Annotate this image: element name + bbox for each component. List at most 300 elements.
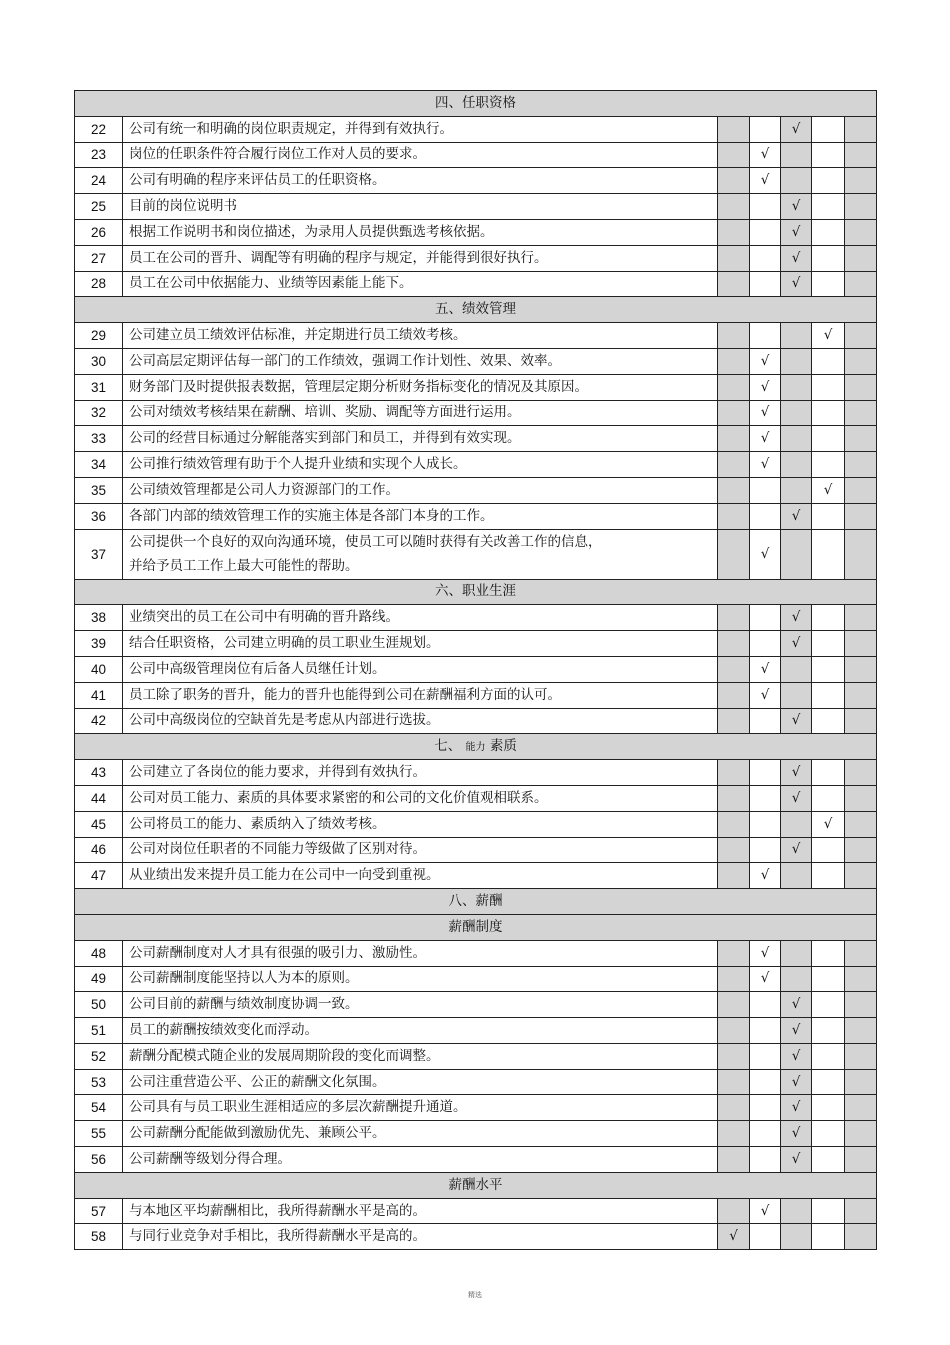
- rating-cell-2[interactable]: [750, 811, 781, 837]
- rating-cell-2[interactable]: √: [750, 940, 781, 966]
- rating-cell-3[interactable]: [781, 1198, 812, 1224]
- rating-cell-3[interactable]: [781, 348, 812, 374]
- question-row: [75, 219, 877, 245]
- rating-cell-5[interactable]: [845, 631, 877, 657]
- question-text: [123, 682, 718, 708]
- question-text-line: 根据工作说明书和岗位描述，为录用人员提供甄选考核依据。: [129, 223, 494, 240]
- question-number: 53: [75, 1069, 123, 1095]
- rating-cell-1[interactable]: [718, 452, 750, 478]
- question-text: [123, 1095, 718, 1121]
- rating-cell-3[interactable]: √: [781, 271, 812, 297]
- rating-cell-1[interactable]: [718, 811, 750, 837]
- question-number: 31: [75, 374, 123, 400]
- rating-cell-2[interactable]: [750, 631, 781, 657]
- question-text: [123, 631, 718, 657]
- question-row: [75, 348, 877, 374]
- rating-cell-5[interactable]: [845, 1018, 877, 1044]
- rating-cell-4[interactable]: [812, 631, 845, 657]
- rating-cell-2[interactable]: [750, 116, 781, 142]
- question-number: 50: [75, 992, 123, 1018]
- rating-cell-4[interactable]: [812, 374, 845, 400]
- rating-cell-4[interactable]: √: [812, 477, 845, 503]
- question-number: 44: [75, 785, 123, 811]
- rating-cell-1[interactable]: [718, 966, 750, 992]
- question-row: [75, 1224, 877, 1250]
- rating-cell-3[interactable]: √: [781, 1018, 812, 1044]
- rating-cell-2[interactable]: √: [750, 168, 781, 194]
- rating-cell-1[interactable]: [718, 426, 750, 452]
- question-number: 32: [75, 400, 123, 426]
- rating-cell-3[interactable]: √: [781, 631, 812, 657]
- rating-cell-2[interactable]: [750, 1069, 781, 1095]
- question-row: [75, 168, 877, 194]
- question-text-line: 公司薪酬等级划分得合理。: [129, 1150, 291, 1167]
- section-title: [75, 579, 877, 605]
- question-text-line: 公司对绩效考核结果在薪酬、培训、奖励、调配等方面进行运用。: [129, 404, 521, 421]
- question-row: [75, 503, 877, 529]
- question-row: [75, 1121, 877, 1147]
- question-text-line: 公司建立了各岗位的能力要求，并得到有效执行。: [129, 764, 426, 781]
- rating-cell-3[interactable]: [781, 426, 812, 452]
- rating-cell-1[interactable]: [718, 529, 750, 579]
- rating-cell-3[interactable]: [781, 656, 812, 682]
- question-number: 25: [75, 194, 123, 220]
- question-number: 46: [75, 837, 123, 863]
- question-row: [75, 682, 877, 708]
- question-text: [123, 452, 718, 478]
- question-row: [75, 1198, 877, 1224]
- rating-cell-5[interactable]: [845, 245, 877, 271]
- rating-cell-4[interactable]: [812, 194, 845, 220]
- question-row: [75, 323, 877, 349]
- rating-cell-5[interactable]: [845, 760, 877, 786]
- rating-cell-1[interactable]: √: [718, 1224, 750, 1250]
- question-text: [123, 966, 718, 992]
- rating-cell-2[interactable]: [750, 219, 781, 245]
- rating-cell-5[interactable]: [845, 348, 877, 374]
- rating-cell-1[interactable]: [718, 348, 750, 374]
- question-text: [123, 760, 718, 786]
- rating-cell-3[interactable]: √: [781, 116, 812, 142]
- question-number: 48: [75, 940, 123, 966]
- rating-cell-5[interactable]: [845, 529, 877, 579]
- section-title-part: 六、职业生涯: [435, 583, 517, 600]
- rating-cell-4[interactable]: [812, 168, 845, 194]
- rating-cell-4[interactable]: [812, 682, 845, 708]
- question-text-line: 财务部门及时提供报表数据，管理层定期分析财务指标变化的情况及其原因。: [129, 378, 588, 395]
- rating-cell-2[interactable]: √: [750, 682, 781, 708]
- page-footer: 精选: [468, 1291, 482, 1299]
- question-number: 55: [75, 1121, 123, 1147]
- rating-cell-2[interactable]: [750, 992, 781, 1018]
- rating-cell-3[interactable]: [781, 940, 812, 966]
- question-number: 56: [75, 1147, 123, 1173]
- rating-cell-5[interactable]: [845, 477, 877, 503]
- rating-cell-4[interactable]: [812, 1121, 845, 1147]
- rating-cell-1[interactable]: [718, 1018, 750, 1044]
- section-title-part: 五、绩效管理: [435, 301, 517, 318]
- rating-cell-1[interactable]: [718, 863, 750, 889]
- question-number: 36: [75, 503, 123, 529]
- rating-cell-4[interactable]: [812, 863, 845, 889]
- question-text-line: 公司对岗位任职者的不同能力等级做了区别对待。: [129, 841, 426, 858]
- rating-cell-2[interactable]: √: [750, 1198, 781, 1224]
- rating-cell-3[interactable]: √: [781, 708, 812, 734]
- rating-cell-3[interactable]: [781, 863, 812, 889]
- question-text-line: 公司具有与员工职业生涯相适应的多层次薪酬提升通道。: [129, 1099, 467, 1116]
- rating-cell-4[interactable]: [812, 940, 845, 966]
- question-text-line: 公司推行绩效管理有助于个人提升业绩和实现个人成长。: [129, 456, 467, 473]
- rating-cell-4[interactable]: [812, 271, 845, 297]
- rating-cell-5[interactable]: [845, 1147, 877, 1173]
- rating-cell-4[interactable]: [812, 760, 845, 786]
- rating-cell-4[interactable]: [812, 452, 845, 478]
- rating-cell-2[interactable]: √: [750, 374, 781, 400]
- rating-cell-1[interactable]: [718, 656, 750, 682]
- rating-cell-1[interactable]: [718, 1121, 750, 1147]
- rating-cell-3[interactable]: [781, 452, 812, 478]
- rating-cell-1[interactable]: [718, 1198, 750, 1224]
- rating-cell-4[interactable]: [812, 219, 845, 245]
- question-text: [123, 348, 718, 374]
- question-text: [123, 785, 718, 811]
- section-title-part: 薪酬水平: [448, 1176, 503, 1193]
- rating-cell-3[interactable]: [781, 966, 812, 992]
- rating-cell-2[interactable]: [750, 245, 781, 271]
- rating-cell-1[interactable]: [718, 168, 750, 194]
- rating-cell-5[interactable]: [845, 503, 877, 529]
- rating-cell-4[interactable]: [812, 348, 845, 374]
- question-text: [123, 219, 718, 245]
- rating-cell-1[interactable]: [718, 682, 750, 708]
- question-number: 57: [75, 1198, 123, 1224]
- rating-cell-4[interactable]: [812, 1018, 845, 1044]
- rating-cell-1[interactable]: [718, 477, 750, 503]
- question-row: [75, 992, 877, 1018]
- rating-cell-3[interactable]: √: [781, 1121, 812, 1147]
- rating-cell-3[interactable]: √: [781, 1043, 812, 1069]
- rating-cell-4[interactable]: [812, 992, 845, 1018]
- rating-cell-3[interactable]: [781, 168, 812, 194]
- rating-cell-4[interactable]: [812, 245, 845, 271]
- rating-cell-3[interactable]: √: [781, 605, 812, 631]
- rating-cell-1[interactable]: [718, 116, 750, 142]
- question-text: [123, 656, 718, 682]
- rating-cell-1[interactable]: [718, 605, 750, 631]
- question-text-line: 公司注重营造公平、公正的薪酬文化氛围。: [129, 1073, 386, 1090]
- question-text-line: 公司中高级岗位的空缺首先是考虑从内部进行选拔。: [129, 712, 440, 729]
- rating-cell-2[interactable]: [750, 1224, 781, 1250]
- rating-cell-3[interactable]: √: [781, 1069, 812, 1095]
- rating-cell-3[interactable]: [781, 142, 812, 168]
- question-text: [123, 1018, 718, 1044]
- rating-cell-4[interactable]: [812, 656, 845, 682]
- rating-cell-5[interactable]: [845, 374, 877, 400]
- rating-cell-5[interactable]: [845, 837, 877, 863]
- rating-cell-5[interactable]: [845, 323, 877, 349]
- question-number: 51: [75, 1018, 123, 1044]
- rating-cell-2[interactable]: [750, 323, 781, 349]
- question-row: [75, 477, 877, 503]
- question-number: 45: [75, 811, 123, 837]
- rating-cell-3[interactable]: √: [781, 760, 812, 786]
- rating-cell-5[interactable]: [845, 863, 877, 889]
- rating-cell-5[interactable]: [845, 992, 877, 1018]
- rating-cell-3[interactable]: √: [781, 219, 812, 245]
- rating-cell-3[interactable]: [781, 323, 812, 349]
- rating-cell-4[interactable]: [812, 1095, 845, 1121]
- rating-cell-3[interactable]: √: [781, 1095, 812, 1121]
- rating-cell-1[interactable]: [718, 245, 750, 271]
- rating-cell-2[interactable]: [750, 503, 781, 529]
- rating-cell-2[interactable]: √: [750, 863, 781, 889]
- question-text: [123, 1121, 718, 1147]
- section-title-part: 八、薪酬: [448, 893, 503, 909]
- question-number: 26: [75, 219, 123, 245]
- rating-cell-2[interactable]: [750, 837, 781, 863]
- rating-cell-2[interactable]: [750, 1147, 781, 1173]
- question-row: [75, 452, 877, 478]
- rating-cell-2[interactable]: [750, 785, 781, 811]
- section-title: [75, 297, 877, 323]
- question-text: [123, 863, 718, 889]
- section-header-row: [75, 91, 877, 117]
- rating-cell-4[interactable]: [812, 426, 845, 452]
- rating-cell-1[interactable]: [718, 785, 750, 811]
- rating-cell-5[interactable]: [845, 1224, 877, 1250]
- rating-cell-1[interactable]: [718, 1069, 750, 1095]
- rating-cell-5[interactable]: [845, 1121, 877, 1147]
- rating-cell-5[interactable]: [845, 1198, 877, 1224]
- question-text-line: 公司高层定期评估每一部门的工作绩效，强调工作计划性、效果、效率。: [129, 352, 561, 369]
- question-text-line: 员工在公司中依据能力、业绩等因素能上能下。: [129, 275, 413, 292]
- question-row: [75, 785, 877, 811]
- question-row: [75, 194, 877, 220]
- rating-cell-2[interactable]: [750, 271, 781, 297]
- rating-cell-5[interactable]: [845, 1095, 877, 1121]
- rating-cell-3[interactable]: [781, 529, 812, 579]
- question-text: [123, 374, 718, 400]
- section-title-part: 薪酬制度: [448, 918, 503, 935]
- question-row: [75, 1095, 877, 1121]
- rating-cell-3[interactable]: [781, 682, 812, 708]
- rating-cell-5[interactable]: [845, 682, 877, 708]
- rating-cell-2[interactable]: [750, 1095, 781, 1121]
- rating-cell-2[interactable]: [750, 1121, 781, 1147]
- rating-cell-1[interactable]: [718, 940, 750, 966]
- rating-cell-3[interactable]: [781, 477, 812, 503]
- rating-cell-1[interactable]: [718, 194, 750, 220]
- question-text-line: 薪酬分配模式随企业的发展周期阶段的变化而调整。: [129, 1047, 440, 1064]
- rating-cell-1[interactable]: [718, 219, 750, 245]
- question-row: [75, 400, 877, 426]
- rating-cell-2[interactable]: √: [750, 529, 781, 579]
- question-text-line: 公司的经营目标通过分解能落实到部门和员工，并得到有效实现。: [129, 430, 521, 447]
- rating-cell-1[interactable]: [718, 760, 750, 786]
- rating-cell-2[interactable]: [750, 1043, 781, 1069]
- rating-cell-1[interactable]: [718, 503, 750, 529]
- question-text-line: 员工的薪酬按绩效变化而浮动。: [129, 1021, 318, 1038]
- rating-cell-3[interactable]: √: [781, 1147, 812, 1173]
- question-text-line: 公司薪酬制度对人才具有很强的吸引力、激励性。: [129, 944, 426, 961]
- rating-cell-5[interactable]: [845, 785, 877, 811]
- rating-cell-3[interactable]: √: [781, 785, 812, 811]
- rating-cell-3[interactable]: √: [781, 245, 812, 271]
- question-number: 22: [75, 116, 123, 142]
- question-text-line: 目前的岗位说明书: [129, 198, 237, 215]
- question-text-line: 公司目前的薪酬与绩效制度协调一致。: [129, 996, 359, 1013]
- rating-cell-1[interactable]: [718, 992, 750, 1018]
- rating-cell-3[interactable]: √: [781, 503, 812, 529]
- rating-cell-3[interactable]: √: [781, 837, 812, 863]
- question-number: 42: [75, 708, 123, 734]
- question-number: 28: [75, 271, 123, 297]
- rating-cell-5[interactable]: [845, 168, 877, 194]
- section-title-part: 七、: [434, 737, 466, 754]
- section-header-row: [75, 297, 877, 323]
- rating-cell-5[interactable]: [845, 656, 877, 682]
- rating-cell-4[interactable]: [812, 1198, 845, 1224]
- rating-cell-2[interactable]: √: [750, 656, 781, 682]
- question-row: [75, 811, 877, 837]
- rating-cell-4[interactable]: √: [812, 323, 845, 349]
- rating-cell-4[interactable]: [812, 708, 845, 734]
- question-text-line: 公司中高级管理岗位有后备人员继任计划。: [129, 660, 386, 677]
- rating-cell-5[interactable]: [845, 142, 877, 168]
- rating-cell-2[interactable]: √: [750, 348, 781, 374]
- question-text: [123, 168, 718, 194]
- rating-cell-2[interactable]: [750, 708, 781, 734]
- rating-cell-4[interactable]: √: [812, 811, 845, 837]
- question-number: 58: [75, 1224, 123, 1250]
- rating-cell-4[interactable]: [812, 1224, 845, 1250]
- question-number: 49: [75, 966, 123, 992]
- question-text-line: 公司将员工的能力、素质纳入了绩效考核。: [129, 815, 386, 832]
- rating-cell-5[interactable]: [845, 271, 877, 297]
- question-text: [123, 1198, 718, 1224]
- rating-cell-5[interactable]: [845, 966, 877, 992]
- rating-cell-1[interactable]: [718, 1147, 750, 1173]
- rating-cell-4[interactable]: [812, 837, 845, 863]
- rating-cell-3[interactable]: [781, 1224, 812, 1250]
- rating-cell-4[interactable]: [812, 966, 845, 992]
- rating-cell-2[interactable]: √: [750, 426, 781, 452]
- question-text-line: 并给予员工工作上最大可能性的帮助。: [129, 558, 359, 575]
- rating-cell-3[interactable]: √: [781, 992, 812, 1018]
- section-title: [75, 914, 877, 940]
- question-row: [75, 708, 877, 734]
- rating-cell-5[interactable]: [845, 708, 877, 734]
- question-number: 29: [75, 323, 123, 349]
- question-number: 23: [75, 142, 123, 168]
- question-text: [123, 1069, 718, 1095]
- rating-cell-3[interactable]: [781, 374, 812, 400]
- rating-cell-3[interactable]: √: [781, 194, 812, 220]
- rating-cell-4[interactable]: [812, 1069, 845, 1095]
- rating-cell-1[interactable]: [718, 1043, 750, 1069]
- rating-cell-4[interactable]: [812, 785, 845, 811]
- rating-cell-5[interactable]: [845, 1043, 877, 1069]
- rating-cell-5[interactable]: [845, 1069, 877, 1095]
- question-text-line: 员工在公司的晋升、调配等有明确的程序与规定，并能得到很好执行。: [129, 249, 548, 266]
- rating-cell-2[interactable]: √: [750, 452, 781, 478]
- rating-cell-1[interactable]: [718, 708, 750, 734]
- rating-cell-4[interactable]: [812, 1043, 845, 1069]
- rating-cell-5[interactable]: [845, 400, 877, 426]
- rating-cell-2[interactable]: √: [750, 142, 781, 168]
- question-row: [75, 656, 877, 682]
- rating-cell-2[interactable]: [750, 194, 781, 220]
- rating-cell-4[interactable]: [812, 116, 845, 142]
- question-row: [75, 271, 877, 297]
- rating-cell-5[interactable]: [845, 605, 877, 631]
- rating-cell-1[interactable]: [718, 374, 750, 400]
- rating-cell-5[interactable]: [845, 116, 877, 142]
- rating-cell-5[interactable]: [845, 194, 877, 220]
- rating-cell-2[interactable]: √: [750, 966, 781, 992]
- rating-cell-1[interactable]: [718, 631, 750, 657]
- question-text-line: 公司提供一个良好的双向沟通环境，使员工可以随时获得有关改善工作的信息，: [129, 534, 602, 551]
- section-title-part: 素质: [485, 737, 517, 754]
- question-text: [123, 271, 718, 297]
- question-text: [123, 503, 718, 529]
- rating-cell-4[interactable]: [812, 529, 845, 579]
- question-text: [123, 708, 718, 734]
- rating-cell-1[interactable]: [718, 271, 750, 297]
- question-row: [75, 374, 877, 400]
- rating-cell-3[interactable]: [781, 400, 812, 426]
- rating-cell-2[interactable]: [750, 605, 781, 631]
- question-number: 37: [75, 529, 123, 579]
- rating-cell-5[interactable]: [845, 452, 877, 478]
- question-row: [75, 605, 877, 631]
- question-number: 27: [75, 245, 123, 271]
- question-row: [75, 1147, 877, 1173]
- rating-cell-5[interactable]: [845, 940, 877, 966]
- rating-cell-2[interactable]: [750, 477, 781, 503]
- section-header-row: [75, 914, 877, 940]
- section-title: [75, 1172, 877, 1198]
- rating-cell-5[interactable]: [845, 811, 877, 837]
- question-text-line: 业绩突出的员工在公司中有明确的晋升路线。: [129, 609, 399, 626]
- rating-cell-5[interactable]: [845, 219, 877, 245]
- section-title-part: 能力: [465, 741, 486, 753]
- question-row: [75, 863, 877, 889]
- question-text: [123, 142, 718, 168]
- rating-cell-1[interactable]: [718, 837, 750, 863]
- rating-cell-5[interactable]: [845, 426, 877, 452]
- rating-cell-1[interactable]: [718, 1095, 750, 1121]
- rating-cell-4[interactable]: [812, 605, 845, 631]
- rating-cell-3[interactable]: [781, 811, 812, 837]
- question-text: [123, 1147, 718, 1173]
- rating-cell-4[interactable]: [812, 400, 845, 426]
- rating-cell-4[interactable]: [812, 142, 845, 168]
- rating-cell-1[interactable]: [718, 323, 750, 349]
- rating-cell-1[interactable]: [718, 142, 750, 168]
- rating-cell-2[interactable]: √: [750, 400, 781, 426]
- question-text: [123, 1043, 718, 1069]
- rating-cell-2[interactable]: [750, 760, 781, 786]
- rating-cell-4[interactable]: [812, 1147, 845, 1173]
- question-number: 54: [75, 1095, 123, 1121]
- question-number: 41: [75, 682, 123, 708]
- rating-cell-4[interactable]: [812, 503, 845, 529]
- rating-cell-1[interactable]: [718, 400, 750, 426]
- rating-cell-2[interactable]: [750, 1018, 781, 1044]
- section-title: [75, 91, 877, 117]
- section-title: [75, 734, 877, 760]
